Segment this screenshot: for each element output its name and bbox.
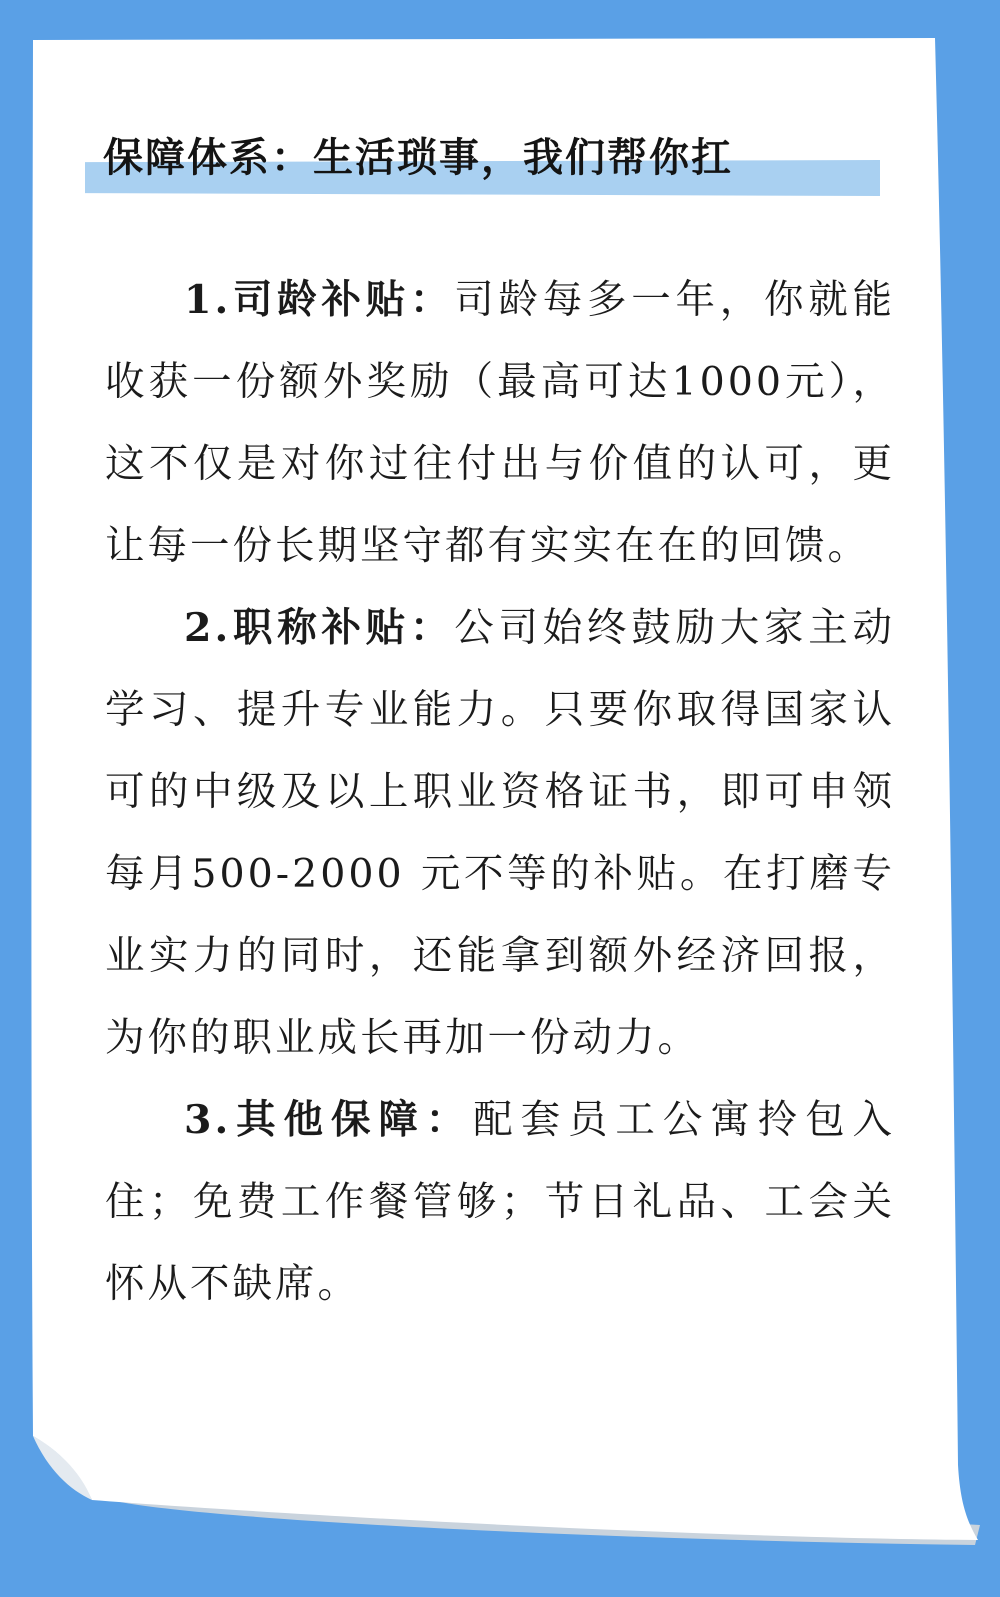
section-text: 司龄每多一年，你就能收获一份额外奖励（最高可达1000元），这不仅是对你过往付出与价值的认可，更让每一份长期坚守都有实实在在的回馈。 bbox=[105, 277, 895, 569]
title-block bbox=[95, 130, 885, 204]
section-seniority-subsidy bbox=[105, 259, 895, 587]
section-text: 公司始终鼓励大家主动学习、提升专业能力。只要你取得国家认可的中级及以上职业资格证书，即可申领每月500-2000 元不等的补贴。在打磨专业实力的同时，还能拿到额外经济回报，为你的职业成长再加一份动力。 bbox=[105, 605, 895, 1061]
section-heading: 3.其他保障： bbox=[184, 1097, 474, 1143]
section-other-benefits bbox=[105, 1079, 895, 1325]
section-heading: 2.职称补贴： bbox=[184, 605, 455, 651]
page-title: 保障体系：生活琐事，我们帮你扛 bbox=[103, 135, 733, 181]
section-heading: 1.司龄补贴： bbox=[184, 277, 455, 323]
content bbox=[105, 130, 895, 1325]
section-title-subsidy bbox=[105, 587, 895, 1079]
section-text: 配套员工公寓拎包入住；免费工作餐管够；节日礼品、工会关怀从不缺席。 bbox=[105, 1097, 895, 1307]
